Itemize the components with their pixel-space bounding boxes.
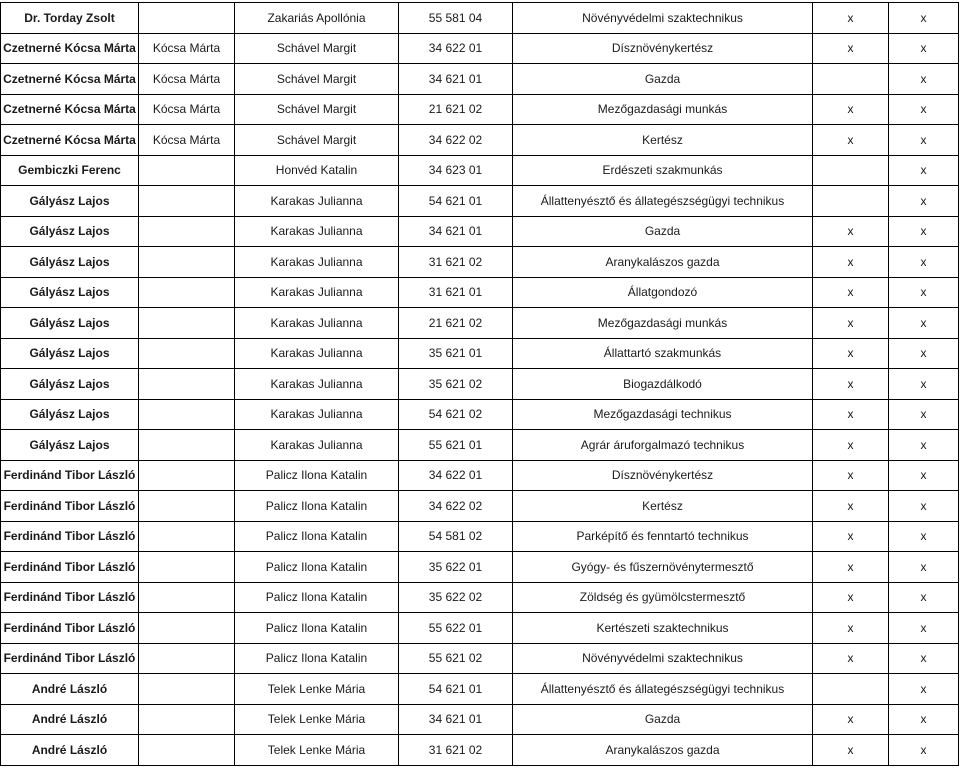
alternate-name-cell — [139, 704, 235, 735]
qualification-name-cell: Aranykalászos gazda — [513, 247, 813, 278]
qualification-name-cell: Zöldség és gyümölcstermesztő — [513, 582, 813, 613]
qualification-code-cell: 34 622 01 — [399, 460, 513, 491]
mark-column-2-cell: x — [889, 643, 959, 674]
mark-column-1-cell: x — [813, 247, 889, 278]
qualification-name-cell: Mezőgazdasági munkás — [513, 94, 813, 125]
qualification-code-cell: 55 581 04 — [399, 3, 513, 34]
mark-column-1-cell: x — [813, 643, 889, 674]
alternate-name-cell: Kócsa Márta — [139, 33, 235, 64]
qualification-name-cell: Gazda — [513, 64, 813, 95]
teacher-name-cell: Czetnerné Kócsa Márta — [1, 125, 139, 156]
supervisor-name-cell: Karakas Julianna — [235, 277, 399, 308]
table-body — [1, 3, 959, 766]
qualification-name-cell: Állattenyésztő és állategészségügyi technikus — [513, 186, 813, 217]
alternate-name-cell — [139, 613, 235, 644]
mark-column-1-cell: x — [813, 94, 889, 125]
supervisor-name-cell: Karakas Julianna — [235, 247, 399, 278]
teacher-name-cell: Gályász Lajos — [1, 277, 139, 308]
qualification-name-cell: Parképítő és fenntartó technikus — [513, 521, 813, 552]
mark-column-2-cell: x — [889, 735, 959, 766]
alternate-name-cell — [139, 216, 235, 247]
supervisor-name-cell: Karakas Julianna — [235, 338, 399, 369]
qualification-name-cell: Dísznövénykertész — [513, 33, 813, 64]
qualification-name-cell: Növényvédelmi szaktechnikus — [513, 3, 813, 34]
mark-column-2-cell: x — [889, 552, 959, 583]
supervisor-name-cell: Zakariás Apollónia — [235, 3, 399, 34]
supervisor-name-cell: Telek Lenke Mária — [235, 674, 399, 705]
alternate-name-cell — [139, 3, 235, 34]
teacher-name-cell: Gályász Lajos — [1, 338, 139, 369]
table-row — [1, 33, 959, 64]
supervisor-name-cell: Palicz Ilona Katalin — [235, 582, 399, 613]
supervisor-name-cell: Palicz Ilona Katalin — [235, 491, 399, 522]
mark-column-2-cell: x — [889, 125, 959, 156]
teacher-name-cell: Ferdinánd Tibor László — [1, 643, 139, 674]
mark-column-1-cell: x — [813, 308, 889, 339]
qualification-code-cell: 31 621 02 — [399, 735, 513, 766]
table-row — [1, 338, 959, 369]
table-row — [1, 735, 959, 766]
mark-column-2-cell: x — [889, 216, 959, 247]
mark-column-2-cell: x — [889, 308, 959, 339]
qualification-code-cell: 35 621 02 — [399, 369, 513, 400]
teacher-name-cell: Czetnerné Kócsa Márta — [1, 33, 139, 64]
mark-column-1-cell: x — [813, 521, 889, 552]
supervisor-name-cell: Karakas Julianna — [235, 186, 399, 217]
qualification-name-cell: Mezőgazdasági technikus — [513, 399, 813, 430]
mark-column-2-cell: x — [889, 399, 959, 430]
table-row — [1, 491, 959, 522]
mark-column-1-cell: x — [813, 613, 889, 644]
qualification-name-cell: Biogazdálkodó — [513, 369, 813, 400]
teacher-name-cell: Ferdinánd Tibor László — [1, 460, 139, 491]
mark-column-1-cell: x — [813, 3, 889, 34]
table-row — [1, 552, 959, 583]
qualification-name-cell: Gazda — [513, 704, 813, 735]
teacher-name-cell: Gályász Lajos — [1, 247, 139, 278]
alternate-name-cell — [139, 399, 235, 430]
teacher-name-cell: André László — [1, 674, 139, 705]
supervisor-name-cell: Karakas Julianna — [235, 399, 399, 430]
qualification-code-cell: 54 621 01 — [399, 674, 513, 705]
qualification-code-cell: 34 621 01 — [399, 216, 513, 247]
supervisor-name-cell: Honvéd Katalin — [235, 155, 399, 186]
teacher-name-cell: Gályász Lajos — [1, 369, 139, 400]
table-row — [1, 64, 959, 95]
mark-column-2-cell: x — [889, 94, 959, 125]
qualification-name-cell: Mezőgazdasági munkás — [513, 308, 813, 339]
teacher-name-cell: André László — [1, 735, 139, 766]
table-row — [1, 460, 959, 491]
qualification-name-cell: Erdészeti szakmunkás — [513, 155, 813, 186]
mark-column-1-cell: x — [813, 582, 889, 613]
mark-column-1-cell: x — [813, 430, 889, 461]
mark-column-2-cell: x — [889, 247, 959, 278]
alternate-name-cell — [139, 277, 235, 308]
supervisor-name-cell: Schável Margit — [235, 125, 399, 156]
table-row — [1, 613, 959, 644]
qualification-code-cell: 55 622 01 — [399, 613, 513, 644]
alternate-name-cell — [139, 247, 235, 278]
alternate-name-cell — [139, 186, 235, 217]
teacher-name-cell: Ferdinánd Tibor László — [1, 552, 139, 583]
supervisor-name-cell: Palicz Ilona Katalin — [235, 552, 399, 583]
qualification-name-cell: Kertész — [513, 491, 813, 522]
mark-column-1-cell: x — [813, 460, 889, 491]
qualification-name-cell: Kertészeti szaktechnikus — [513, 613, 813, 644]
mark-column-2-cell: x — [889, 33, 959, 64]
mark-column-2-cell: x — [889, 582, 959, 613]
teacher-name-cell: Dr. Torday Zsolt — [1, 3, 139, 34]
qualification-code-cell: 21 621 02 — [399, 308, 513, 339]
qualification-code-cell: 55 621 02 — [399, 643, 513, 674]
mark-column-2-cell: x — [889, 460, 959, 491]
table-row — [1, 399, 959, 430]
qualification-name-cell: Kertész — [513, 125, 813, 156]
supervisor-name-cell: Karakas Julianna — [235, 216, 399, 247]
qualification-code-cell: 54 581 02 — [399, 521, 513, 552]
supervisor-name-cell: Palicz Ilona Katalin — [235, 460, 399, 491]
supervisor-name-cell: Schável Margit — [235, 64, 399, 95]
alternate-name-cell — [139, 735, 235, 766]
mark-column-2-cell: x — [889, 674, 959, 705]
qualification-name-cell: Agrár áruforgalmazó technikus — [513, 430, 813, 461]
mark-column-1-cell: x — [813, 399, 889, 430]
alternate-name-cell — [139, 338, 235, 369]
mark-column-1-cell: x — [813, 704, 889, 735]
mark-column-2-cell: x — [889, 704, 959, 735]
alternate-name-cell — [139, 308, 235, 339]
supervisor-name-cell: Karakas Julianna — [235, 369, 399, 400]
qualification-code-cell: 35 622 01 — [399, 552, 513, 583]
qualification-code-cell: 34 623 01 — [399, 155, 513, 186]
supervisor-name-cell: Schável Margit — [235, 94, 399, 125]
mark-column-1-cell: x — [813, 735, 889, 766]
mark-column-2-cell: x — [889, 64, 959, 95]
qualification-code-cell: 31 621 02 — [399, 247, 513, 278]
qualification-name-cell: Gyógy- és fűszernövénytermesztő — [513, 552, 813, 583]
table-row — [1, 643, 959, 674]
teacher-name-cell: Gályász Lajos — [1, 186, 139, 217]
staff-qualification-table — [0, 2, 959, 766]
qualification-name-cell: Dísznövénykertész — [513, 460, 813, 491]
mark-column-1-cell — [813, 186, 889, 217]
qualification-code-cell: 34 622 01 — [399, 33, 513, 64]
table-row — [1, 94, 959, 125]
mark-column-1-cell: x — [813, 125, 889, 156]
mark-column-1-cell: x — [813, 277, 889, 308]
table-row — [1, 186, 959, 217]
mark-column-2-cell: x — [889, 338, 959, 369]
teacher-name-cell: Gályász Lajos — [1, 399, 139, 430]
mark-column-1-cell — [813, 155, 889, 186]
alternate-name-cell — [139, 521, 235, 552]
qualification-code-cell: 34 621 01 — [399, 704, 513, 735]
mark-column-1-cell: x — [813, 491, 889, 522]
qualification-code-cell: 35 621 01 — [399, 338, 513, 369]
alternate-name-cell — [139, 582, 235, 613]
qualification-name-cell: Növényvédelmi szaktechnikus — [513, 643, 813, 674]
teacher-name-cell: Ferdinánd Tibor László — [1, 582, 139, 613]
alternate-name-cell — [139, 155, 235, 186]
supervisor-name-cell: Karakas Julianna — [235, 308, 399, 339]
table-row — [1, 308, 959, 339]
alternate-name-cell — [139, 369, 235, 400]
table-row — [1, 521, 959, 552]
qualification-code-cell: 54 621 02 — [399, 399, 513, 430]
table-row — [1, 582, 959, 613]
supervisor-name-cell: Palicz Ilona Katalin — [235, 613, 399, 644]
mark-column-2-cell: x — [889, 430, 959, 461]
mark-column-2-cell: x — [889, 186, 959, 217]
mark-column-2-cell: x — [889, 613, 959, 644]
mark-column-2-cell: x — [889, 155, 959, 186]
qualification-code-cell: 34 622 02 — [399, 491, 513, 522]
qualification-name-cell: Állattenyésztő és állategészségügyi technikus — [513, 674, 813, 705]
alternate-name-cell — [139, 643, 235, 674]
teacher-name-cell: Czetnerné Kócsa Márta — [1, 94, 139, 125]
teacher-name-cell: Gályász Lajos — [1, 430, 139, 461]
qualification-name-cell: Állattartó szakmunkás — [513, 338, 813, 369]
alternate-name-cell: Kócsa Márta — [139, 125, 235, 156]
alternate-name-cell: Kócsa Márta — [139, 64, 235, 95]
teacher-name-cell: Gályász Lajos — [1, 216, 139, 247]
table-row — [1, 704, 959, 735]
mark-column-2-cell: x — [889, 521, 959, 552]
supervisor-name-cell: Karakas Julianna — [235, 430, 399, 461]
supervisor-name-cell: Telek Lenke Mária — [235, 704, 399, 735]
mark-column-2-cell: x — [889, 3, 959, 34]
alternate-name-cell — [139, 674, 235, 705]
qualification-code-cell: 55 621 01 — [399, 430, 513, 461]
mark-column-1-cell — [813, 674, 889, 705]
table-row — [1, 369, 959, 400]
supervisor-name-cell: Schável Margit — [235, 33, 399, 64]
mark-column-1-cell: x — [813, 552, 889, 583]
table-row — [1, 277, 959, 308]
teacher-name-cell: Gembiczki Ferenc — [1, 155, 139, 186]
table-row — [1, 3, 959, 34]
qualification-code-cell: 54 621 01 — [399, 186, 513, 217]
alternate-name-cell — [139, 491, 235, 522]
qualification-code-cell: 31 621 01 — [399, 277, 513, 308]
teacher-name-cell: Czetnerné Kócsa Márta — [1, 64, 139, 95]
supervisor-name-cell: Palicz Ilona Katalin — [235, 521, 399, 552]
table-row — [1, 125, 959, 156]
teacher-name-cell: Gályász Lajos — [1, 308, 139, 339]
qualification-code-cell: 35 622 02 — [399, 582, 513, 613]
qualification-code-cell: 21 621 02 — [399, 94, 513, 125]
alternate-name-cell — [139, 460, 235, 491]
table-row — [1, 155, 959, 186]
teacher-name-cell: Ferdinánd Tibor László — [1, 521, 139, 552]
mark-column-1-cell: x — [813, 33, 889, 64]
table-row — [1, 247, 959, 278]
mark-column-2-cell: x — [889, 369, 959, 400]
qualification-name-cell: Aranykalászos gazda — [513, 735, 813, 766]
supervisor-name-cell: Telek Lenke Mária — [235, 735, 399, 766]
mark-column-2-cell: x — [889, 491, 959, 522]
alternate-name-cell — [139, 552, 235, 583]
alternate-name-cell: Kócsa Márta — [139, 94, 235, 125]
mark-column-1-cell: x — [813, 369, 889, 400]
mark-column-1-cell: x — [813, 216, 889, 247]
mark-column-1-cell: x — [813, 338, 889, 369]
teacher-name-cell: Ferdinánd Tibor László — [1, 613, 139, 644]
qualification-code-cell: 34 621 01 — [399, 64, 513, 95]
table-row — [1, 674, 959, 705]
qualification-name-cell: Gazda — [513, 216, 813, 247]
table-row — [1, 216, 959, 247]
qualification-name-cell: Állatgondozó — [513, 277, 813, 308]
mark-column-2-cell: x — [889, 277, 959, 308]
table-row — [1, 430, 959, 461]
supervisor-name-cell: Palicz Ilona Katalin — [235, 643, 399, 674]
teacher-name-cell: Ferdinánd Tibor László — [1, 491, 139, 522]
qualification-code-cell: 34 622 02 — [399, 125, 513, 156]
mark-column-1-cell — [813, 64, 889, 95]
teacher-name-cell: André László — [1, 704, 139, 735]
alternate-name-cell — [139, 430, 235, 461]
